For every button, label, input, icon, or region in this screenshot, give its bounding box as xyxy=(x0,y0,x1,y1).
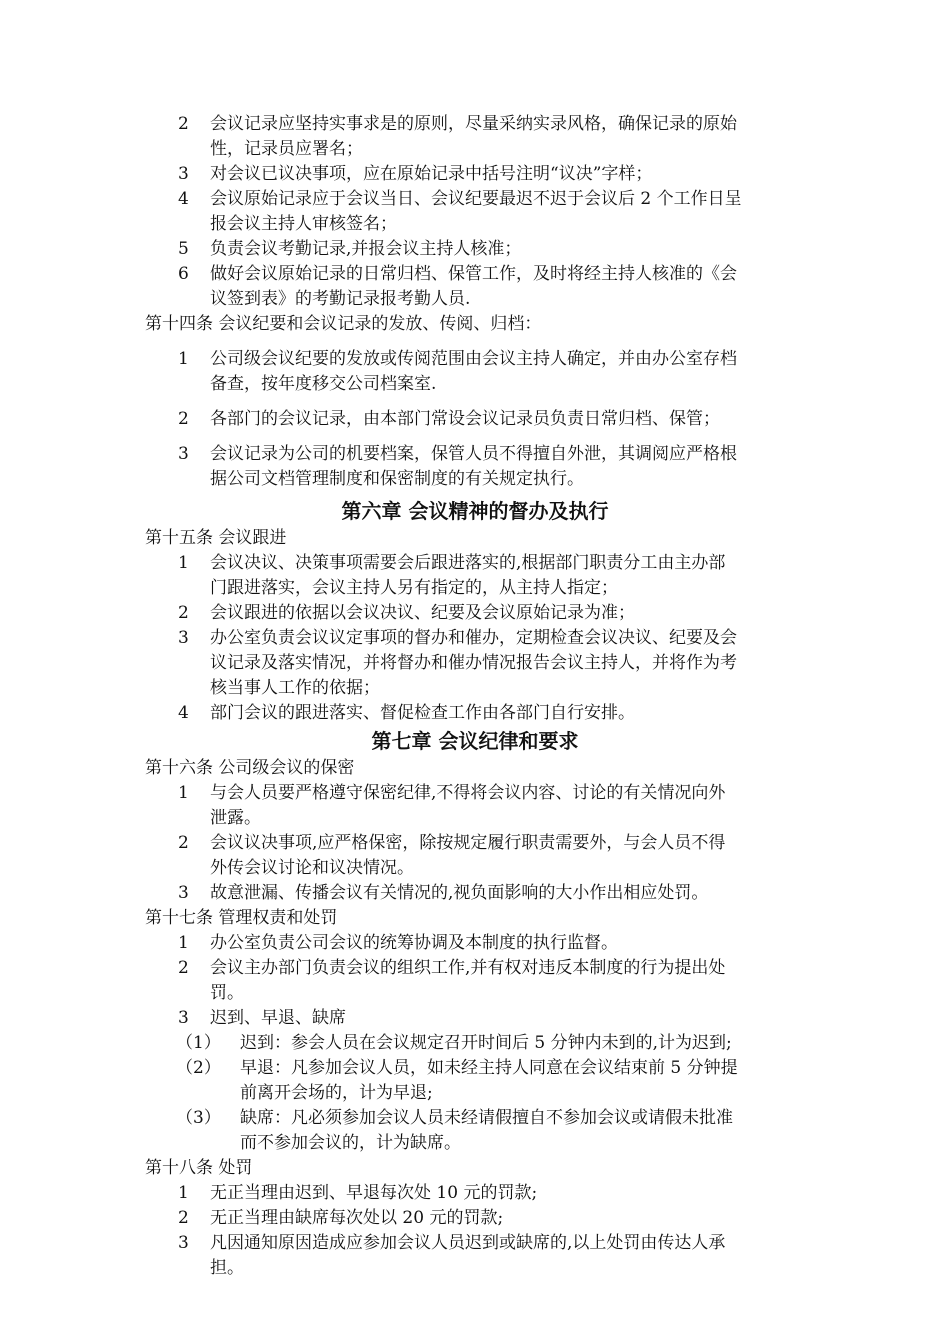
item-text-continued: 担。 xyxy=(210,1258,244,1278)
item-text-continued: 门跟进落实，会议主持人另有指定的，从主持人指定； xyxy=(210,578,618,598)
item-number: 1 xyxy=(178,1183,189,1203)
list-item xyxy=(0,1256,950,1281)
item-text: 会议记录为公司的机要档案，保管人员不得擅自外泄，其调阅应严格根 xyxy=(210,444,737,464)
list-item xyxy=(0,137,950,162)
list-item xyxy=(0,372,950,397)
item-text-continued: 而不参加会议的，计为缺席。 xyxy=(240,1133,461,1153)
item-number: 6 xyxy=(178,264,189,284)
list-item xyxy=(0,212,950,237)
item-number: 1 xyxy=(178,553,189,573)
list-item xyxy=(0,407,950,432)
list-item xyxy=(0,237,950,262)
item-number: 3 xyxy=(178,1233,189,1253)
chapter-title: 第七章 会议纪律和要求 xyxy=(371,729,579,753)
list-item xyxy=(0,1056,950,1081)
item-text-continued: 前离开会场的，计为早退; xyxy=(240,1083,433,1103)
article-heading xyxy=(0,526,950,551)
list-item xyxy=(0,551,950,576)
item-text: 对会议已议决事项，应在原始记录中括号注明“议决”字样； xyxy=(210,164,653,184)
item-number: （3） xyxy=(176,1108,221,1128)
item-text-continued: 核当事人工作的依据； xyxy=(210,678,380,698)
item-text: 办公室负责会议议定事项的督办和催办，定期检查会议决议、纪要及会 xyxy=(210,628,737,648)
list-item xyxy=(0,651,950,676)
article-heading xyxy=(0,906,950,931)
item-text: 缺席：凡必须参加会议人员未经请假擅自不参加会议或请假未批准 xyxy=(240,1108,733,1128)
list-item xyxy=(0,831,950,856)
list-item xyxy=(0,806,950,831)
item-text-continued: 性，记录员应署名； xyxy=(210,139,363,159)
item-number: 2 xyxy=(178,603,189,623)
list-item xyxy=(0,781,950,806)
item-text: 会议原始记录应于会议当日、会议纪要最迟不迟于会议后 2 个工作日呈 xyxy=(210,189,742,209)
list-item xyxy=(0,856,950,881)
item-text-continued: 报会议主持人审核签名； xyxy=(210,214,397,234)
item-text: 会议主办部门负责会议的组织工作,并有权对违反本制度的行为提出处 xyxy=(210,958,726,978)
list-item xyxy=(0,112,950,137)
list-item xyxy=(0,1106,950,1131)
item-text: 负责会议考勤记录,并报会议主持人核准； xyxy=(210,239,522,259)
list-item xyxy=(0,162,950,187)
item-text: 部门会议的跟进落实、督促检查工作由各部门自行安排。 xyxy=(210,703,635,723)
item-text: 早退：凡参加会议人员，如未经主持人同意在会议结束前 5 分钟提 xyxy=(240,1058,738,1078)
item-text-continued: 据公司文档管理制度和保密制度的有关规定执行。 xyxy=(210,469,584,489)
item-number: 5 xyxy=(178,239,189,259)
document-body xyxy=(0,112,950,1281)
item-number: 1 xyxy=(178,783,189,803)
item-number: 3 xyxy=(178,164,189,184)
item-text: 与会人员要严格遵守保密纪律,不得将会议内容、讨论的有关情况向外 xyxy=(210,783,726,803)
list-item xyxy=(0,1206,950,1231)
item-number: 2 xyxy=(178,958,189,978)
article-heading xyxy=(0,756,950,781)
item-text: 迟到：参会人员在会议规定召开时间后 5 分钟内未到的,计为迟到; xyxy=(240,1033,732,1053)
item-text-continued: 泄露。 xyxy=(210,808,261,828)
list-item xyxy=(0,1231,950,1256)
article-title: 第十六条 公司级会议的保密 xyxy=(145,758,355,778)
item-text: 凡因通知原因造成应参加会议人员迟到或缺席的,以上处罚由传达人承 xyxy=(210,1233,726,1253)
item-text: 会议议决事项,应严格保密，除按规定履行职责需要外，与会人员不得 xyxy=(210,833,726,853)
article-heading xyxy=(0,312,950,337)
item-number: 2 xyxy=(178,833,189,853)
item-number: 3 xyxy=(178,883,189,903)
list-item xyxy=(0,187,950,212)
item-text: 无正当理由迟到、早退每次处 10 元的罚款; xyxy=(210,1183,538,1203)
list-item xyxy=(0,1006,950,1031)
item-text: 会议跟进的依据以会议决议、纪要及会议原始记录为准； xyxy=(210,603,635,623)
list-item xyxy=(0,1031,950,1056)
list-item xyxy=(0,881,950,906)
item-text: 做好会议原始记录的日常归档、保管工作，及时将经主持人核准的《会 xyxy=(210,264,737,284)
list-item xyxy=(0,626,950,651)
item-text: 故意泄漏、传播会议有关情况的,视负面影响的大小作出相应处罚。 xyxy=(210,883,709,903)
item-number: 2 xyxy=(178,114,189,134)
item-number: 4 xyxy=(178,703,189,723)
item-number: 2 xyxy=(178,1208,189,1228)
item-number: （1） xyxy=(176,1033,221,1053)
item-text-continued: 备查，按年度移交公司档案室. xyxy=(210,374,437,394)
list-item xyxy=(0,676,950,701)
list-item xyxy=(0,601,950,626)
article-heading xyxy=(0,1156,950,1181)
article-title: 第十四条 会议纪要和会议记录的发放、传阅、归档： xyxy=(145,314,542,334)
item-number: （2） xyxy=(176,1058,221,1078)
item-text: 迟到、早退、缺席 xyxy=(210,1008,346,1028)
item-text-continued: 议记录及落实情况，并将督办和催办情况报告会议主持人，并将作为考 xyxy=(210,653,737,673)
item-text: 公司级会议纪要的发放或传阅范围由会议主持人确定，并由办公室存档 xyxy=(210,349,737,369)
list-item xyxy=(0,931,950,956)
list-item xyxy=(0,1081,950,1106)
list-item xyxy=(0,347,950,372)
item-number: 3 xyxy=(178,628,189,648)
item-number: 3 xyxy=(178,444,189,464)
list-item xyxy=(0,467,950,492)
list-item xyxy=(0,287,950,312)
chapter-title: 第六章 会议精神的督办及执行 xyxy=(341,499,609,523)
article-title: 第十七条 管理权责和处罚 xyxy=(145,908,338,928)
article-title: 第十八条 处罚 xyxy=(145,1158,253,1178)
item-text: 会议记录应坚持实事求是的原则，尽量采纳实录风格，确保记录的原始 xyxy=(210,114,737,134)
list-item xyxy=(0,1181,950,1206)
item-text: 无正当理由缺席每次处以 20 元的罚款; xyxy=(210,1208,504,1228)
item-number: 1 xyxy=(178,349,189,369)
item-text: 各部门的会议记录，由本部门常设会议记录员负责日常归档、保管； xyxy=(210,409,720,429)
item-text-continued: 外传会议讨论和议决情况。 xyxy=(210,858,414,878)
list-item xyxy=(0,442,950,467)
list-item xyxy=(0,981,950,1006)
list-item xyxy=(0,1131,950,1156)
article-title: 第十五条 会议跟进 xyxy=(145,528,287,548)
item-text-continued: 议签到表》的考勤记录报考勤人员. xyxy=(210,289,471,309)
item-text-continued: 罚。 xyxy=(210,983,244,1003)
item-number: 2 xyxy=(178,409,189,429)
list-item xyxy=(0,701,950,726)
item-number: 4 xyxy=(178,189,189,209)
list-item xyxy=(0,576,950,601)
item-number: 1 xyxy=(178,933,189,953)
item-text: 办公室负责公司会议的统筹协调及本制度的执行监督。 xyxy=(210,933,618,953)
item-text: 会议决议、决策事项需要会后跟进落实的,根据部门职责分工由主办部 xyxy=(210,553,726,573)
list-item xyxy=(0,956,950,981)
item-number: 3 xyxy=(178,1008,189,1028)
list-item xyxy=(0,262,950,287)
